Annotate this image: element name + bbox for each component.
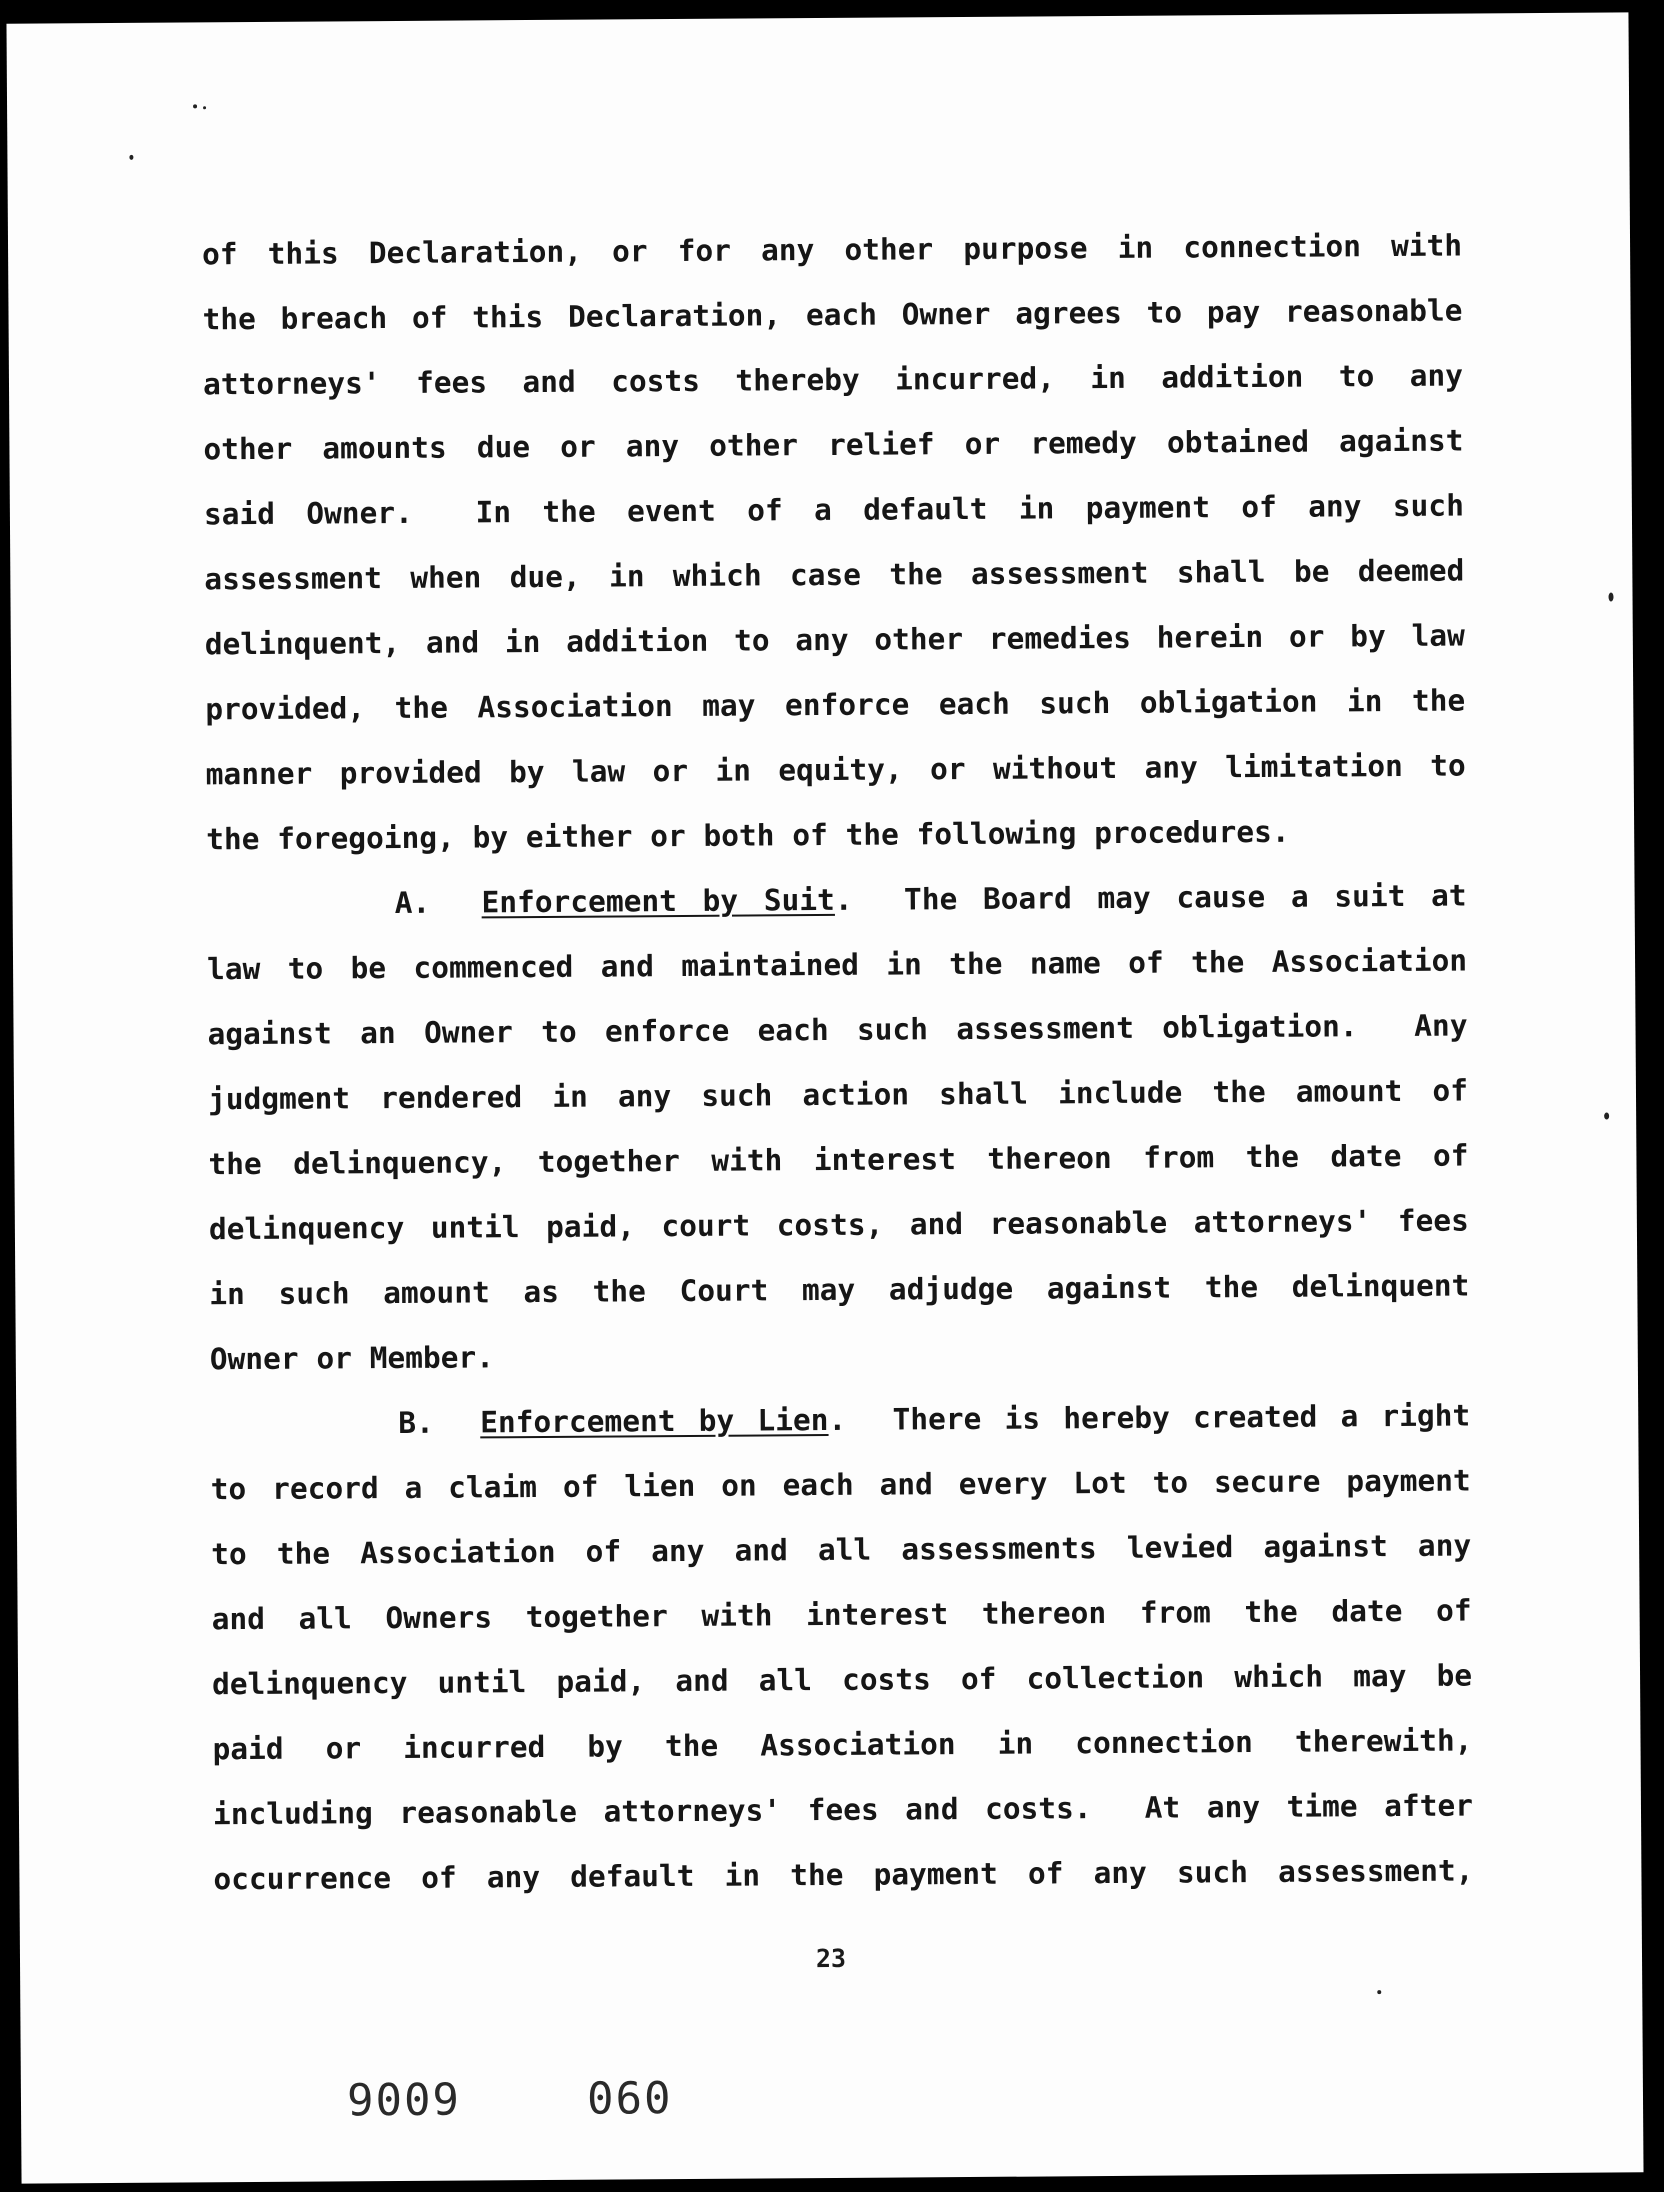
section-b-marker: B. [398, 1405, 434, 1440]
text-line: occurrence of any default in the payment of any such assessment, [213, 1853, 1474, 1897]
section-a-indent [207, 913, 395, 914]
section-b-indent [210, 1433, 398, 1434]
text-line: and all Owners together with interest thereon from the date of [211, 1593, 1472, 1637]
section-b-first-line-text: . There is hereby created a right [828, 1398, 1471, 1437]
text-line: attorneys' fees and costs thereby incurred, in addition to any [202, 358, 1464, 402]
text-line: judgment rendered in any such action shall include the amount of [207, 1073, 1469, 1117]
text-line: delinquency until paid, court costs, and reasonable attorneys' fees [208, 1203, 1469, 1247]
scan-speck [129, 155, 133, 160]
page-number: 23 [815, 1943, 847, 1974]
section-a-first-line [206, 864, 1466, 938]
text-line: provided, the Association may enforce each such obligation in the [205, 683, 1466, 727]
text-line: said Owner. In the event of a default in payment of any such [203, 488, 1464, 532]
text-line: manner provided by law or in equity, or without any limitation to [205, 748, 1466, 792]
text-line: delinquent, and in addition to any other remedies herein or by law [204, 618, 1465, 662]
section-a-first-line-text: . The Board may cause a suit at [834, 878, 1467, 917]
text-line: including reasonable attorneys' fees and costs. At any time after [212, 1788, 1474, 1832]
text-line: law to be commenced and maintained in the name of the Association [206, 943, 1468, 987]
document-stamp-page: 060 [586, 2073, 673, 2125]
text-line: to record a claim of lien on each and every Lot to secure payment [210, 1463, 1471, 1507]
section-a-heading: Enforcement by Suit [481, 882, 835, 920]
document-page [6, 12, 1643, 2183]
text-line: the delinquency, together with interest thereon from the date of [208, 1138, 1469, 1182]
body-text [202, 214, 1474, 1913]
scan-speck [1377, 1990, 1381, 1994]
scan-speck [1608, 592, 1613, 601]
text-line: the foregoing, by either or both of the following procedures. [206, 814, 1290, 857]
text-line: paid or incurred by the Association in connection therewith, [212, 1723, 1473, 1767]
text-line: in such amount as the Court may adjudge against the delinquent [209, 1268, 1470, 1312]
section-b-first-line [210, 1384, 1470, 1458]
section-a-marker: A. [394, 885, 431, 920]
text-line: other amounts due or any other relief or remedy obtained against [203, 423, 1464, 467]
text-line: the breach of this Declaration, each Owner agrees to pay reasonable [202, 293, 1463, 337]
text-line: delinquency until paid, and all costs of collection which may be [211, 1658, 1473, 1702]
text-line: Owner or Member. [209, 1340, 495, 1377]
document-stamp-number: 9009 [346, 2074, 462, 2127]
scan-speck [1604, 1113, 1609, 1120]
text-line: against an Owner to enforce each such assessment obligation. Any [207, 1008, 1468, 1052]
text-line: to the Association of any and all assessments levied against any [211, 1528, 1472, 1572]
scan-speck [203, 106, 206, 109]
scan-speck [193, 104, 197, 108]
section-b-heading: Enforcement by Lien [480, 1402, 829, 1440]
text-line: assessment when due, in which case the assessment shall be deemed [204, 553, 1465, 597]
text-line: of this Declaration, or for any other purpose in connection with [201, 228, 1463, 272]
